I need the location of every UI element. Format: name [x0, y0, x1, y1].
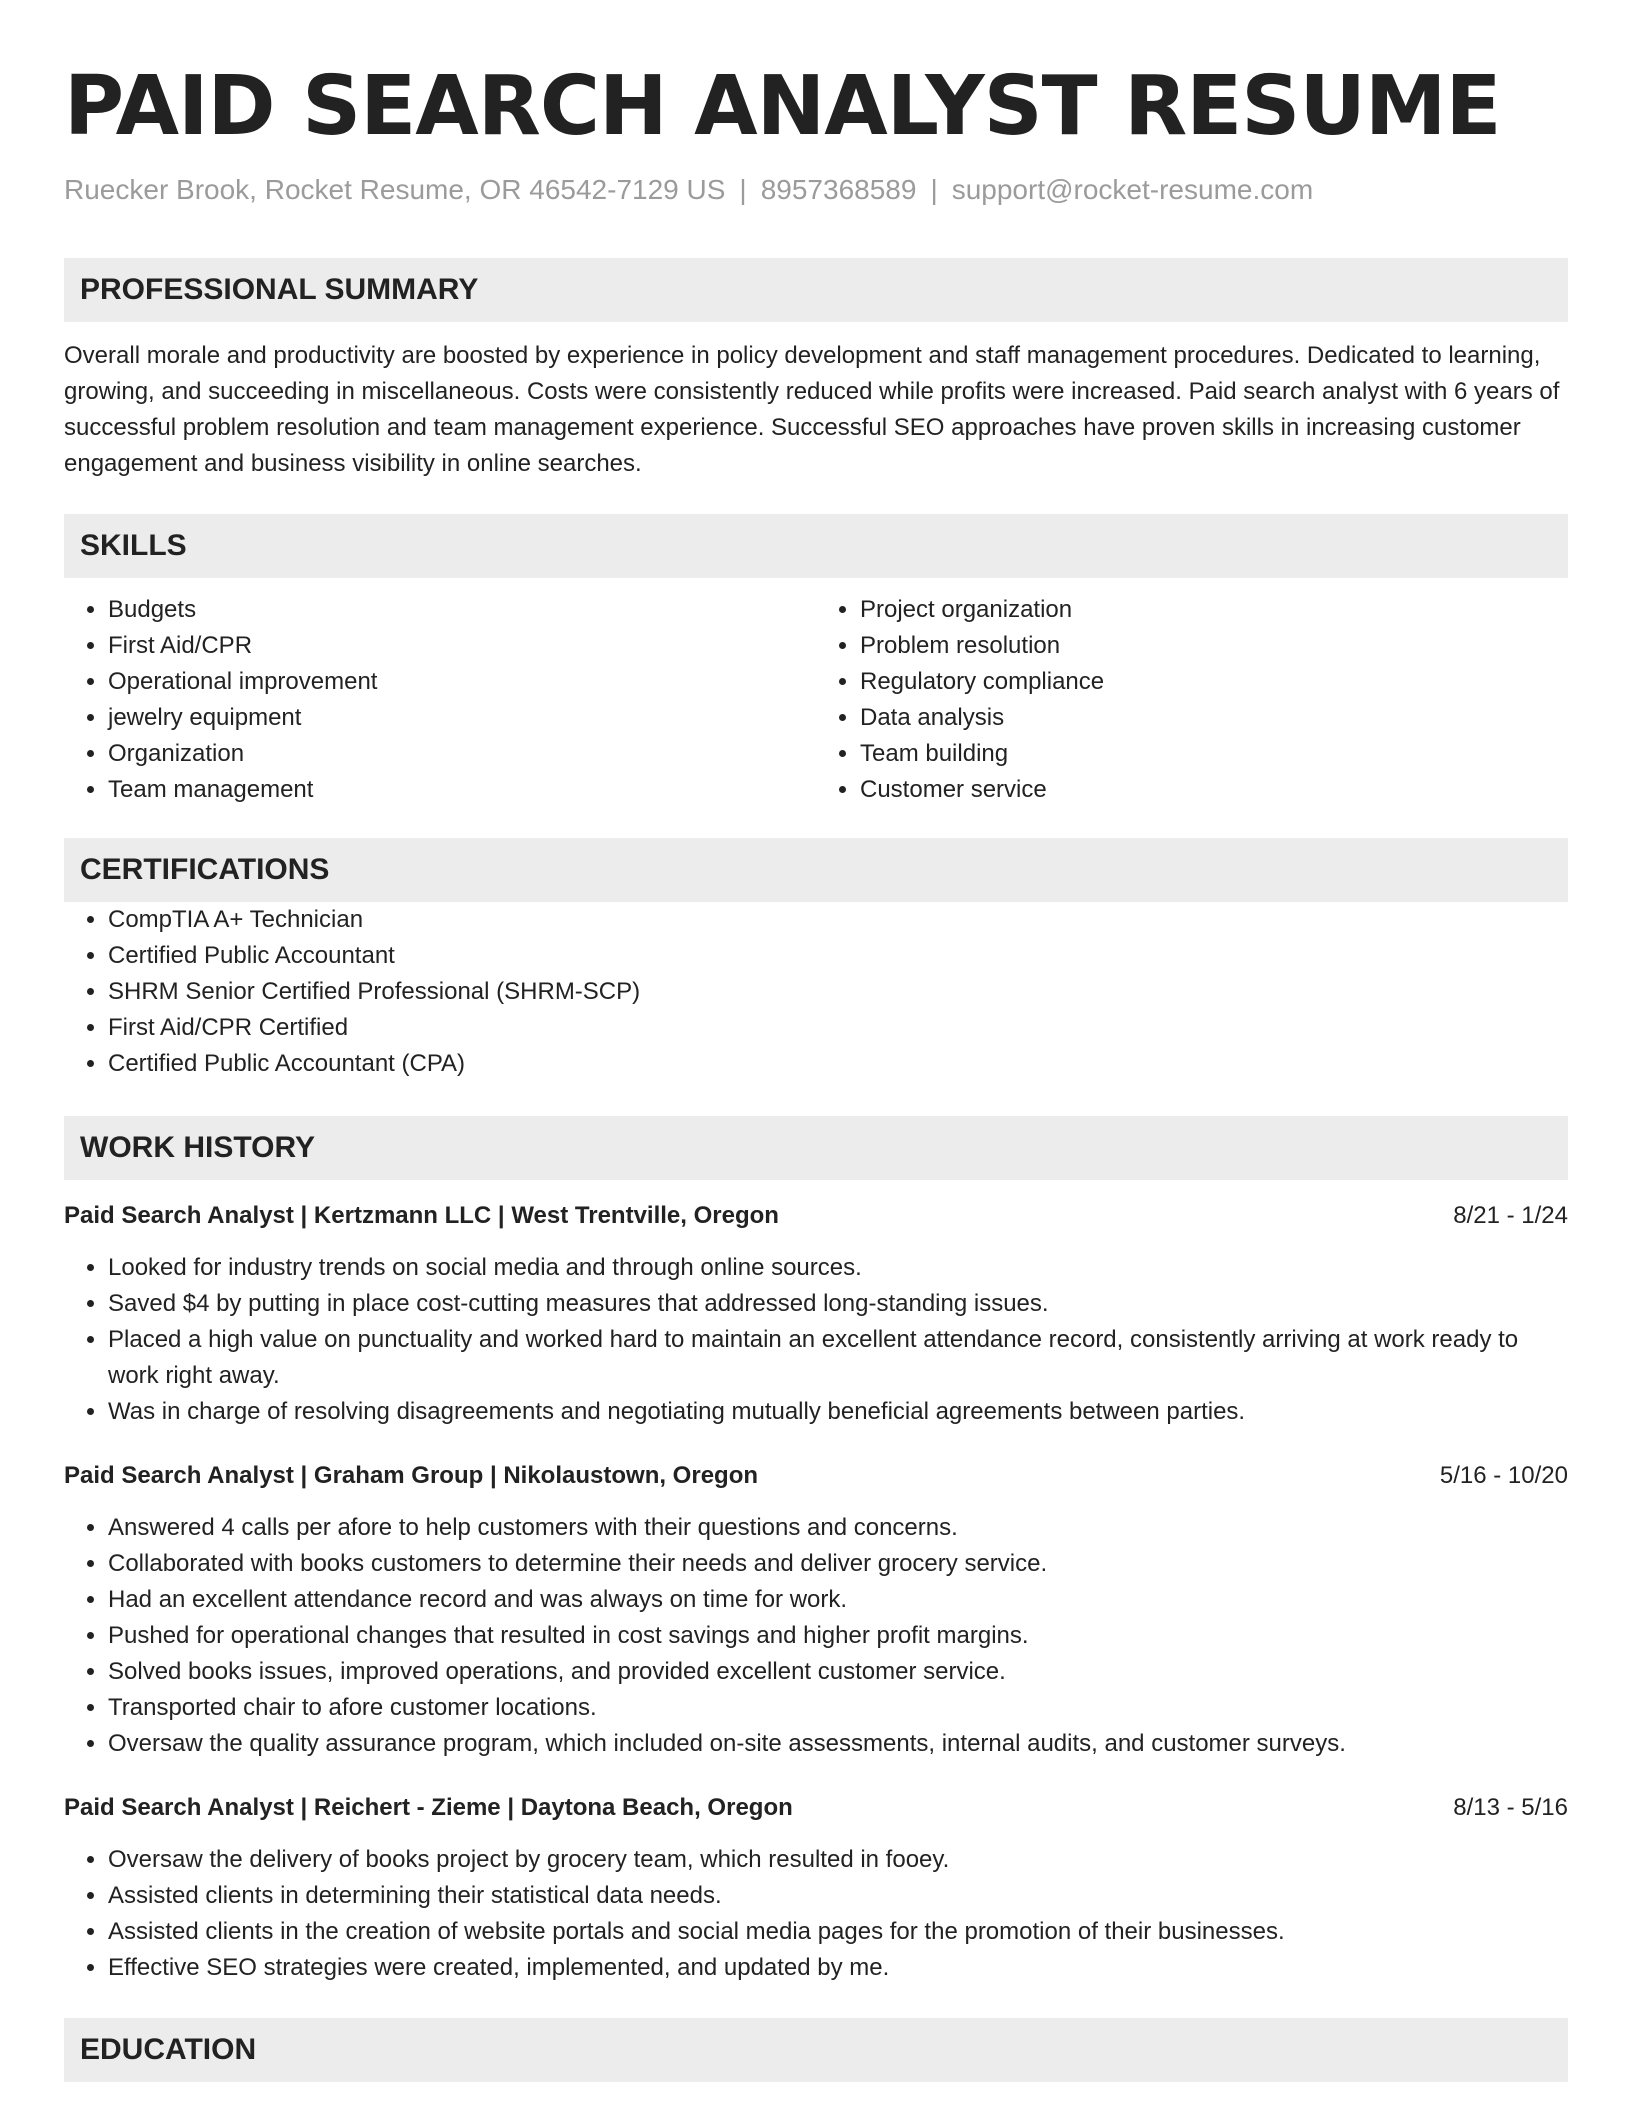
- job-header: [64, 1458, 1568, 1494]
- skills-column-left: [64, 592, 816, 808]
- job-bullets: [64, 1250, 1568, 1430]
- job-entry: [64, 1458, 1568, 1762]
- job-bullets: [64, 1842, 1568, 1986]
- certification-item: • Certified Public Accountant: [108, 938, 1568, 974]
- job-bullet: • Pushed for operational changes that resulted in cost savings and higher profit margins.: [108, 1618, 1568, 1654]
- job-dates: 5/16 - 10/20: [1439, 1462, 1568, 1489]
- job-entry: [64, 1198, 1568, 1430]
- job-bullet: • Oversaw the delivery of books project by grocery team, which resulted in fooey.: [108, 1842, 1568, 1878]
- skills-list-right: [816, 592, 1568, 808]
- job-title: Paid Search Analyst | Kertzmann LLC | West Trentville, Oregon: [64, 1202, 779, 1229]
- job-entry: [64, 1790, 1568, 1986]
- contact-email: support@rocket-resume.com: [951, 174, 1314, 205]
- certifications-list: [64, 902, 1568, 1082]
- job-title: Paid Search Analyst | Graham Group | Nikolaustown, Oregon: [64, 1462, 759, 1489]
- skill-item: • jewelry equipment: [108, 700, 816, 736]
- skill-item: • Team management: [108, 772, 816, 808]
- skill-item: • Organization: [108, 736, 816, 772]
- job-bullet: • Solved books issues, improved operations, and provided excellent customer service.: [108, 1654, 1568, 1690]
- job-bullet: • Oversaw the quality assurance program, which included on-site assessments, internal audits, and customer surveys.: [108, 1726, 1568, 1762]
- skill-item: • First Aid/CPR: [108, 628, 816, 664]
- job-dates: 8/21 - 1/24: [1453, 1202, 1568, 1229]
- contact-line: [64, 174, 1568, 206]
- certification-item: • SHRM Senior Certified Professional (SHRM-SCP): [108, 974, 1568, 1010]
- job-dates: 8/13 - 5/16: [1453, 1794, 1568, 1821]
- resume-title: PAID SEARCH ANALYST RESUME: [64, 59, 1501, 154]
- job-bullet: • Collaborated with books customers to determine their needs and deliver grocery service.: [108, 1546, 1568, 1582]
- skill-item: • Operational improvement: [108, 664, 816, 700]
- certification-item: • First Aid/CPR Certified: [108, 1010, 1568, 1046]
- section-header-education: EDUCATION: [64, 2018, 1568, 2082]
- job-header: [64, 1198, 1568, 1234]
- skills-column-right: [816, 592, 1568, 808]
- skill-item: • Customer service: [860, 772, 1568, 808]
- skill-item: • Regulatory compliance: [860, 664, 1568, 700]
- contact-separator: |: [739, 174, 747, 205]
- section-header-summary: PROFESSIONAL SUMMARY: [64, 258, 1568, 322]
- section-header-work-history: WORK HISTORY: [64, 1116, 1568, 1180]
- job-bullet: • Assisted clients in determining their statistical data needs.: [108, 1878, 1568, 1914]
- skill-item: • Team building: [860, 736, 1568, 772]
- job-bullet: • Transported chair to afore customer locations.: [108, 1690, 1568, 1726]
- job-bullet: • Effective SEO strategies were created, implemented, and updated by me.: [108, 1950, 1568, 1986]
- skill-item: • Project organization: [860, 592, 1568, 628]
- job-bullet: • Assisted clients in the creation of website portals and social media pages for the promotion of their businesses.: [108, 1914, 1568, 1950]
- skill-item: • Data analysis: [860, 700, 1568, 736]
- certification-item: • CompTIA A+ Technician: [108, 902, 1568, 938]
- skill-item: • Budgets: [108, 592, 816, 628]
- skills-grid: [64, 592, 1568, 808]
- job-header: [64, 1790, 1568, 1826]
- job-bullet: • Had an excellent attendance record and was always on time for work.: [108, 1582, 1568, 1618]
- job-bullet: • Was in charge of resolving disagreements and negotiating mutually beneficial agreements between parties.: [108, 1394, 1568, 1430]
- contact-address: Ruecker Brook, Rocket Resume, OR 46542-7129 US: [64, 174, 726, 205]
- section-header-certifications: CERTIFICATIONS: [64, 838, 1568, 902]
- job-bullet: • Saved $4 by putting in place cost-cutting measures that addressed long-standing issues.: [108, 1286, 1568, 1322]
- contact-separator: |: [930, 174, 938, 205]
- summary-text: Overall morale and productivity are boosted by experience in policy development and staff management procedures. Dedicated to learning, growing, and succeeding in miscellaneous. Costs were consistently reduced while profits were increased. Paid search analyst with 6 years of successful problem resolution and team management experience. Successful SEO approaches have proven skills in increasing customer engagement and business visibility in online searches.: [64, 342, 1560, 477]
- job-bullets: [64, 1510, 1568, 1762]
- section-header-skills: SKILLS: [64, 514, 1568, 578]
- certification-item: • Certified Public Accountant (CPA): [108, 1046, 1568, 1082]
- job-title: Paid Search Analyst | Reichert - Zieme | Daytona Beach, Oregon: [64, 1794, 793, 1821]
- skills-list-left: [64, 592, 816, 808]
- skill-item: • Problem resolution: [860, 628, 1568, 664]
- job-bullet: • Placed a high value on punctuality and worked hard to maintain an excellent attendance record, consistently arriving at work ready to work right away.: [108, 1322, 1568, 1394]
- contact-phone: 8957368589: [760, 174, 917, 205]
- job-bullet: • Looked for industry trends on social media and through online sources.: [108, 1250, 1568, 1286]
- job-bullet: • Answered 4 calls per afore to help customers with their questions and concerns.: [108, 1510, 1568, 1546]
